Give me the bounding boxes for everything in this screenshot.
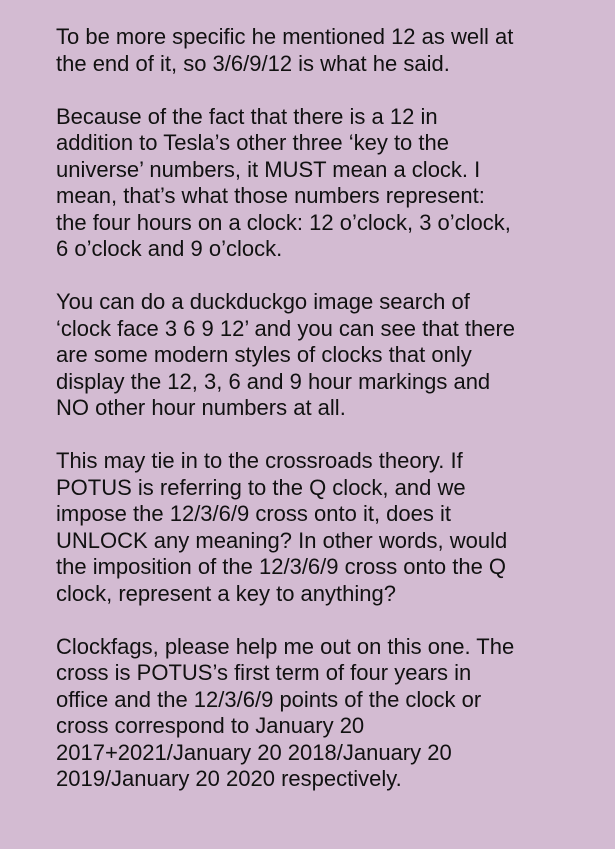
document-body (56, 24, 596, 819)
paragraph-3 (56, 289, 596, 422)
text-line: office and the 12/3/6/9 points of the clock or (56, 686, 482, 712)
text-line: cross is POTUS’s first term of four years in (56, 660, 472, 685)
text-line: clock, represent a key to anything? (56, 580, 396, 606)
text-line: Clockfags, please help me out on this one. The (56, 633, 515, 659)
paragraph-5 (56, 634, 596, 793)
text-line: POTUS is referring to the Q clock, and we (56, 474, 466, 500)
text-line: 2019/January 20 2020 respectively. (56, 766, 402, 791)
text-line: NO other hour numbers at all. (56, 395, 346, 420)
text-line: are some modern styles of clocks that only (56, 342, 472, 367)
text-line: mean, that’s what those numbers represent: (56, 183, 485, 208)
text-line: To be more specific he mentioned 12 as well at (56, 24, 514, 49)
text-line: Because of the fact that there is a 12 in (56, 103, 438, 129)
text-line: addition to Tesla’s other three ‘key to the (56, 130, 449, 155)
paragraph-1 (56, 24, 596, 77)
text-line: You can do a duckduckgo image search of (56, 289, 470, 314)
text-line: 2017+2021/January 20 2018/January 20 (56, 739, 452, 765)
text-line: 6 o’clock and 9 o’clock. (56, 236, 283, 261)
paragraph-2 (56, 104, 596, 263)
text-line: universe’ numbers, it MUST mean a clock. I (56, 156, 481, 182)
text-line: impose the 12/3/6/9 cross onto it, does it (56, 501, 452, 526)
text-line: the end of it, so 3/6/9/12 is what he said. (56, 50, 450, 76)
text-line: UNLOCK any meaning? In other words, would (56, 527, 508, 553)
text-line: This may tie in to the crossroads theory. If (56, 448, 463, 473)
paragraph-4 (56, 448, 596, 607)
text-line: display the 12, 3, 6 and 9 hour markings and (56, 368, 491, 394)
text-line: the imposition of the 12/3/6/9 cross onto the Q (56, 554, 507, 579)
text-line: the four hours on a clock: 12 o’clock, 3 o’clock, (56, 209, 511, 235)
text-line: cross correspond to January 20 (56, 713, 365, 738)
text-line: ‘clock face 3 6 9 12’ and you can see that there (56, 315, 516, 341)
